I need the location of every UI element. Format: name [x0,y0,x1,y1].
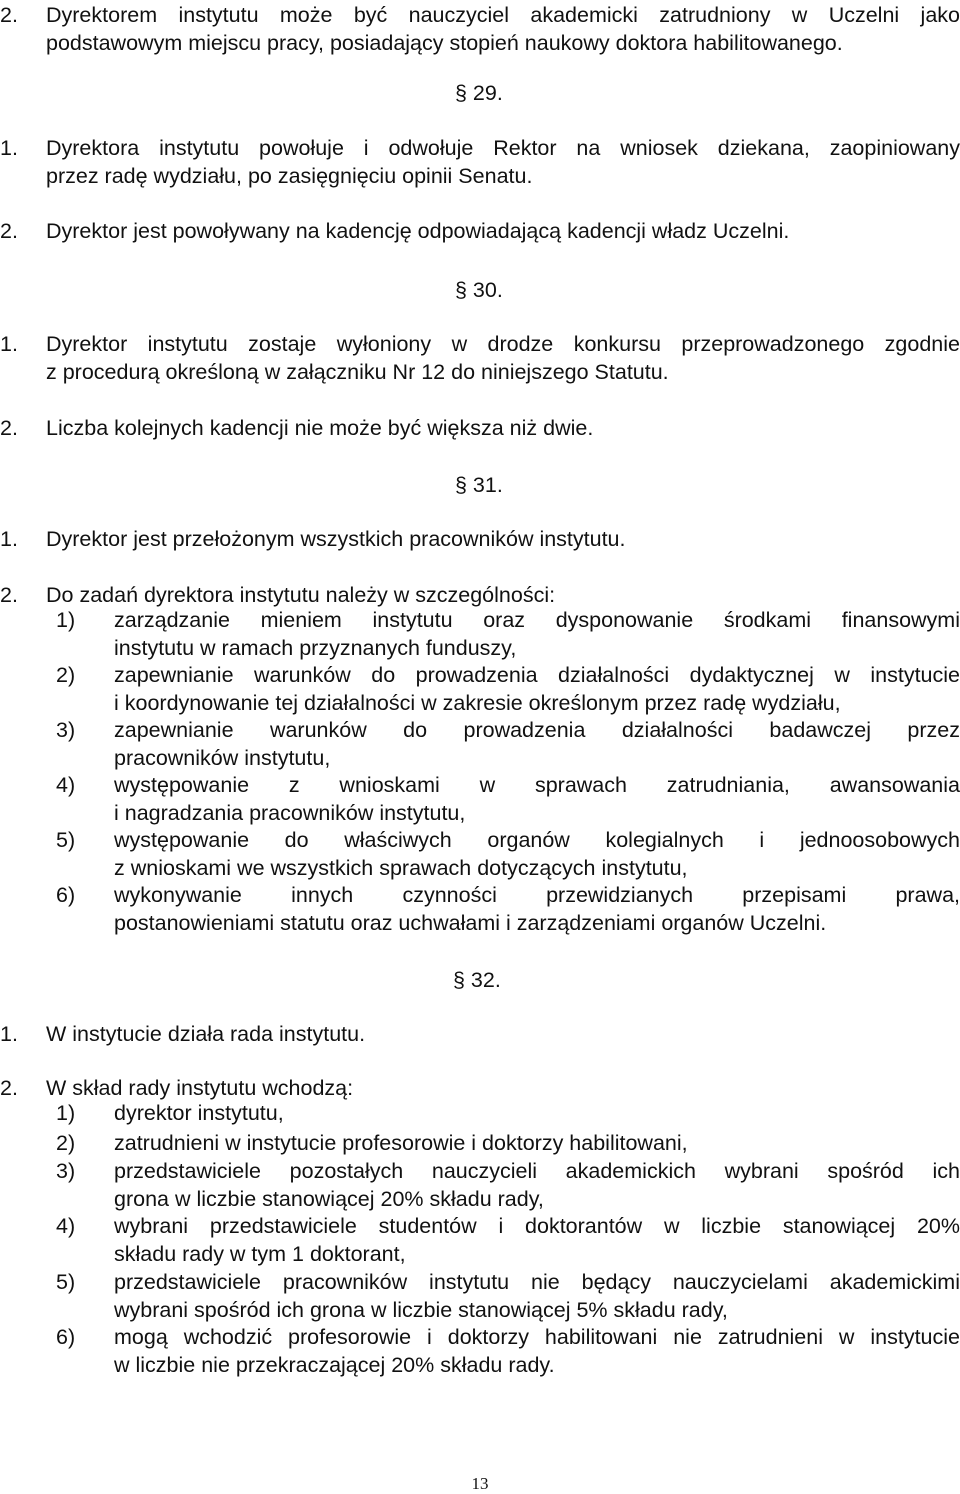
paragraph-text: Dyrektor instytutu zostaje wyłoniony w drodze konkursu przeprowadzonego zgodnie [46,332,960,356]
paragraph-text: z procedurą określoną w załączniku Nr 12 do niniejszego Statutu. [46,360,669,384]
list-item-text: wybrani przedstawiciele studentów i doktorantów w liczbie stanowiącej 20% [114,1214,960,1238]
list-item-text: grona w liczbie stanowiącej 20% składu rady, [114,1187,544,1211]
list-item-line [0,660,960,690]
list-item-line [0,1098,960,1128]
section-heading: § 30. [455,278,503,302]
list-item-line [0,633,960,663]
paragraph-text: Dyrektorem instytutu może być nauczyciel akademicki zatrudniony w Uczelni jako [46,3,960,27]
paragraph-text: Dyrektora instytutu powołuje i odwołuje Rektor na wniosek dziekana, zaopiniowany [46,136,960,160]
list-item-number: 4) [56,773,76,797]
paragraph-line [0,133,960,163]
list-item-line [0,1239,960,1269]
list-item-line [0,1350,960,1380]
list-item-text: pracowników instytutu, [114,746,331,770]
paragraph-number: 2. [0,583,18,607]
list-item-line [0,1322,960,1352]
paragraph-line [0,161,960,191]
list-item-number: 5) [56,1270,76,1294]
list-item-number: 2) [56,663,76,687]
section-heading: § 31. [455,473,503,497]
list-item-text: mogą wchodzić profesorowie i doktorzy habilitowani nie zatrudnieni w instytucie [114,1325,960,1349]
list-item-text: zatrudnieni w instytucie profesorowie i doktorzy habilitowani, [114,1131,688,1155]
paragraph-text: Do zadań dyrektora instytutu należy w szczególności: [46,583,556,607]
paragraph-number: 1. [0,1022,18,1046]
section-heading: § 29. [455,81,503,105]
paragraph-number: 1. [0,332,18,356]
list-item-number: 5) [56,828,76,852]
list-item-text: i nagradzania pracowników instytutu, [114,801,466,825]
list-item-number: 1) [56,608,76,632]
paragraph-text: W skład rady instytutu wchodzą: [46,1076,354,1100]
list-item-number: 2) [56,1131,76,1155]
list-item-text: w liczbie nie przekraczającej 20% składu rady. [114,1353,555,1377]
list-item-number: 3) [56,718,76,742]
list-item-number: 4) [56,1214,76,1238]
list-item-text: wykonywanie innych czynności przewidzianych przepisami prawa, [114,883,960,907]
paragraph-line [0,357,960,387]
list-item-text: z wnioskami we wszystkich sprawach dotyczących instytutu, [114,856,688,880]
list-item-text: postanowieniami statutu oraz uchwałami i zarządzeniami organów Uczelni. [114,911,827,935]
list-item-line [0,1267,960,1297]
list-item-line [0,880,960,910]
list-item-line [0,1211,960,1241]
list-item-text: zapewnianie warunków do prowadzenia działalności badawczej przez [114,718,960,742]
list-item-text: występowanie z wnioskami w sprawach zatrudniania, awansowania [114,773,960,797]
paragraph-number: 1. [0,527,18,551]
list-item-line [0,1128,960,1158]
section-heading: § 32. [453,968,501,992]
list-item-text: instytutu w ramach przyznanych funduszy, [114,636,517,660]
paragraph-line [0,329,960,359]
paragraph-line [0,413,960,443]
paragraph-line [0,216,960,246]
list-item-line [0,1156,960,1186]
list-item-text: i koordynowanie tej działalności w zakresie określonym przez radę wydziału, [114,691,841,715]
paragraph-text: podstawowym miejscu pracy, posiadający stopień naukowy doktora habilitowanego. [46,31,843,55]
paragraph-line [0,1019,960,1049]
paragraph-number: 1. [0,136,18,160]
list-item-text: dyrektor instytutu, [114,1101,284,1125]
paragraph-text: Dyrektor jest przełożonym wszystkich pracowników instytutu. [46,527,626,551]
paragraph-text: W instytucie działa rada instytutu. [46,1022,366,1046]
list-item-line [0,853,960,883]
list-item-line [0,825,960,855]
list-item-number: 1) [56,1101,76,1125]
page-number: 13 [471,1474,489,1493]
list-item-number: 6) [56,1325,76,1349]
paragraph-line [0,524,960,554]
list-item-text: przedstawiciele pozostałych nauczycieli akademickich wybrani spośród ich [114,1159,960,1183]
list-item-number: 3) [56,1159,76,1183]
list-item-line [0,715,960,745]
paragraph-line [0,28,960,58]
paragraph-text: Liczba kolejnych kadencji nie może być większa niż dwie. [46,416,594,440]
list-item-line [0,605,960,635]
list-item-line [0,1295,960,1325]
list-item-line [0,688,960,718]
list-item-text: wybrani spośród ich grona w liczbie stanowiącej 5% składu rady, [114,1298,728,1322]
list-item-line [0,1184,960,1214]
list-item-line [0,743,960,773]
list-item-text: występowanie do właściwych organów kolegialnych i jednoosobowych [114,828,960,852]
paragraph-number: 2. [0,3,18,27]
paragraph-number: 2. [0,416,18,440]
paragraph-line [0,0,960,30]
list-item-line [0,770,960,800]
list-item-text: zarządzanie mieniem instytutu oraz dysponowanie środkami finansowymi [114,608,960,632]
paragraph-text: przez radę wydziału, po zasięgnięciu opinii Senatu. [46,164,533,188]
paragraph-number: 2. [0,219,18,243]
list-item-text: przedstawiciele pracowników instytutu nie będący nauczycielami akademickimi [114,1270,960,1294]
list-item-line [0,798,960,828]
paragraph-number: 2. [0,1076,18,1100]
list-item-number: 6) [56,883,76,907]
list-item-text: składu rady w tym 1 doktorant, [114,1242,406,1266]
list-item-line [0,908,960,938]
paragraph-text: Dyrektor jest powoływany na kadencję odpowiadającą kadencji władz Uczelni. [46,219,790,243]
list-item-text: zapewnianie warunków do prowadzenia działalności dydaktycznej w instytucie [114,663,960,687]
